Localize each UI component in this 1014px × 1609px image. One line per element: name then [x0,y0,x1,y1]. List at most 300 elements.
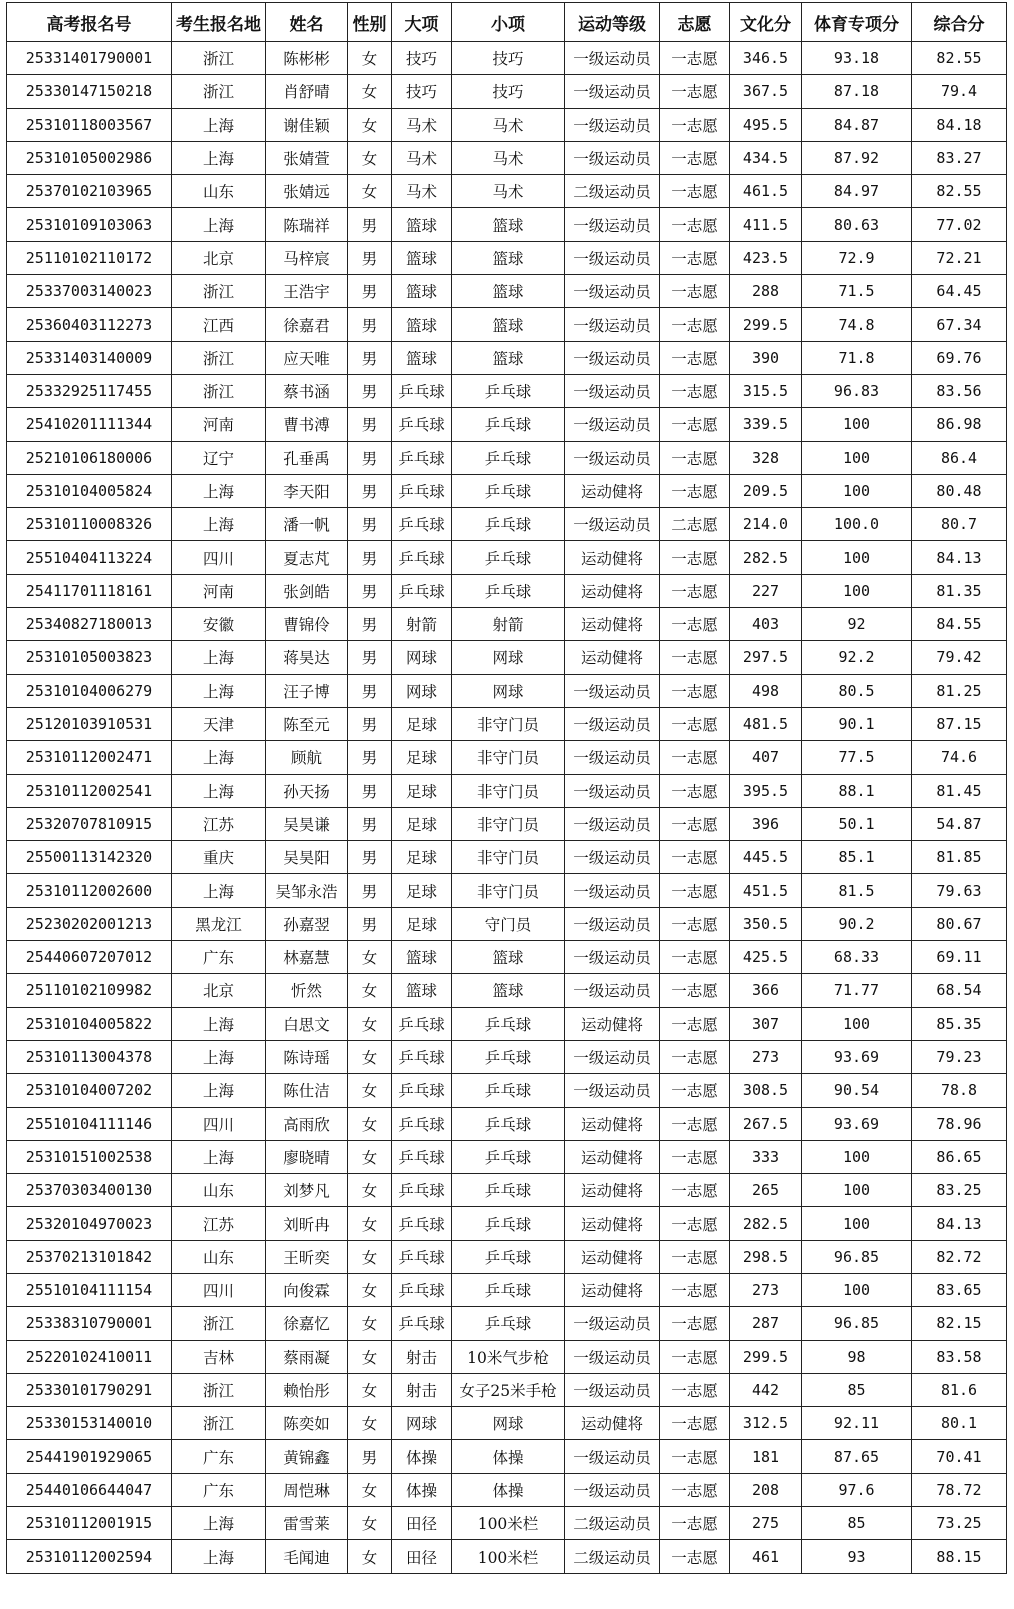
cell-level: 运动健将 [565,574,660,607]
cell-choice: 一志愿 [660,608,730,641]
cell-event: 乒乓球 [452,408,565,441]
cell-exam-id: 25310109103063 [7,208,172,241]
cell-event: 乒乓球 [452,374,565,407]
cell-event: 篮球 [452,941,565,974]
cell-exam-id: 25340827180013 [7,608,172,641]
cell-choice: 一志愿 [660,75,730,108]
cell-gender: 女 [348,42,392,75]
cell-level: 一级运动员 [565,1307,660,1340]
table-row [7,1074,1007,1107]
cell-level: 一级运动员 [565,341,660,374]
cell-sport: 篮球 [392,974,452,1007]
cell-exam-id: 25310104006279 [7,674,172,707]
cell-name: 徐嘉君 [266,308,348,341]
cell-event: 乒乓球 [452,441,565,474]
cell-gender: 女 [348,941,392,974]
cell-exam-id: 25310112002594 [7,1540,172,1573]
cell-level: 一级运动员 [565,1074,660,1107]
cell-exam-id: 25330153140010 [7,1407,172,1440]
cell-academic-score: 209.5 [730,474,802,507]
cell-choice: 一志愿 [660,1273,730,1306]
cell-sport: 乒乓球 [392,1040,452,1073]
cell-academic-score: 208 [730,1473,802,1506]
cell-total-score: 78.72 [912,1473,1007,1506]
cell-academic-score: 214.0 [730,508,802,541]
cell-name: 陈奕如 [266,1407,348,1440]
cell-region: 浙江 [172,275,266,308]
cell-gender: 女 [348,1507,392,1540]
table-row [7,874,1007,907]
cell-exam-id: 25230202001213 [7,907,172,940]
cell-region: 山东 [172,175,266,208]
cell-region: 重庆 [172,841,266,874]
cell-region: 辽宁 [172,441,266,474]
cell-total-score: 83.65 [912,1273,1007,1306]
cell-sport: 马术 [392,108,452,141]
cell-exam-id: 25440607207012 [7,941,172,974]
cell-name: 陈至元 [266,707,348,740]
cell-total-score: 54.87 [912,807,1007,840]
cell-gender: 男 [348,508,392,541]
cell-region: 北京 [172,974,266,1007]
cell-gender: 男 [348,841,392,874]
table-row [7,1174,1007,1207]
header-name: 姓名 [266,3,348,42]
cell-academic-score: 366 [730,974,802,1007]
cell-sport-score: 92.2 [802,641,912,674]
cell-event: 非守门员 [452,841,565,874]
cell-level: 运动健将 [565,1007,660,1040]
header-event: 小项 [452,3,565,42]
cell-name: 张婧远 [266,175,348,208]
cell-gender: 男 [348,608,392,641]
cell-total-score: 83.56 [912,374,1007,407]
cell-sport: 篮球 [392,941,452,974]
table-row [7,674,1007,707]
cell-region: 山东 [172,1174,266,1207]
cell-academic-score: 495.5 [730,108,802,141]
cell-total-score: 81.6 [912,1373,1007,1406]
cell-event: 网球 [452,641,565,674]
cell-region: 上海 [172,1074,266,1107]
cell-event: 非守门员 [452,807,565,840]
cell-choice: 一志愿 [660,1074,730,1107]
cell-region: 上海 [172,108,266,141]
cell-level: 运动健将 [565,1273,660,1306]
cell-academic-score: 390 [730,341,802,374]
cell-sport-score: 90.54 [802,1074,912,1107]
cell-level: 二级运动员 [565,1540,660,1573]
table-row [7,1240,1007,1273]
cell-sport: 篮球 [392,308,452,341]
cell-region: 浙江 [172,1373,266,1406]
cell-sport-score: 96.83 [802,374,912,407]
cell-total-score: 80.1 [912,1407,1007,1440]
cell-name: 马梓宸 [266,241,348,274]
table-row [7,574,1007,607]
cell-gender: 男 [348,408,392,441]
cell-choice: 一志愿 [660,341,730,374]
cell-region: 上海 [172,208,266,241]
cell-academic-score: 282.5 [730,1207,802,1240]
table-row [7,1507,1007,1540]
cell-exam-id: 25331401790001 [7,42,172,75]
cell-sport-score: 100 [802,1007,912,1040]
cell-total-score: 67.34 [912,308,1007,341]
table-row [7,1273,1007,1306]
cell-total-score: 86.4 [912,441,1007,474]
cell-choice: 一志愿 [660,1440,730,1473]
table-row [7,1040,1007,1073]
cell-name: 高雨欣 [266,1107,348,1140]
cell-sport: 体操 [392,1440,452,1473]
cell-choice: 一志愿 [660,907,730,940]
cell-academic-score: 288 [730,275,802,308]
cell-total-score: 80.48 [912,474,1007,507]
cell-level: 一级运动员 [565,874,660,907]
cell-sport-score: 72.9 [802,241,912,274]
header-row [7,3,1007,42]
table-row [7,1107,1007,1140]
cell-name: 曹锦伶 [266,608,348,641]
header-region: 考生报名地 [172,3,266,42]
cell-sport: 乒乓球 [392,1140,452,1173]
table-row [7,841,1007,874]
table-row [7,608,1007,641]
cell-gender: 女 [348,1473,392,1506]
cell-gender: 男 [348,241,392,274]
cell-event: 10米气步枪 [452,1340,565,1373]
cell-sport: 乒乓球 [392,508,452,541]
cell-event: 非守门员 [452,741,565,774]
table-row [7,474,1007,507]
cell-exam-id: 25370213101842 [7,1240,172,1273]
cell-sport: 田径 [392,1540,452,1573]
cell-event: 乒乓球 [452,1040,565,1073]
cell-event: 乒乓球 [452,1307,565,1340]
cell-level: 一级运动员 [565,974,660,1007]
cell-level: 一级运动员 [565,408,660,441]
cell-name: 徐嘉忆 [266,1307,348,1340]
cell-region: 上海 [172,1040,266,1073]
cell-exam-id: 25338310790001 [7,1307,172,1340]
cell-name: 孙嘉翌 [266,907,348,940]
cell-sport-score: 93 [802,1540,912,1573]
cell-event: 女子25米手枪 [452,1373,565,1406]
cell-sport-score: 80.63 [802,208,912,241]
cell-event: 技巧 [452,75,565,108]
cell-event: 篮球 [452,241,565,274]
cell-total-score: 82.55 [912,175,1007,208]
table-row [7,907,1007,940]
cell-sport-score: 81.5 [802,874,912,907]
cell-academic-score: 282.5 [730,541,802,574]
cell-exam-id: 25410201111344 [7,408,172,441]
cell-sport-score: 68.33 [802,941,912,974]
cell-sport: 乒乓球 [392,1307,452,1340]
cell-gender: 男 [348,674,392,707]
cell-choice: 一志愿 [660,241,730,274]
cell-exam-id: 25337003140023 [7,275,172,308]
cell-sport: 马术 [392,175,452,208]
cell-choice: 一志愿 [660,474,730,507]
cell-level: 运动健将 [565,641,660,674]
cell-name: 潘一帆 [266,508,348,541]
cell-event: 体操 [452,1473,565,1506]
cell-region: 四川 [172,541,266,574]
table-row [7,707,1007,740]
cell-academic-score: 367.5 [730,75,802,108]
cell-name: 陈彬彬 [266,42,348,75]
cell-event: 非守门员 [452,707,565,740]
cell-total-score: 86.65 [912,1140,1007,1173]
cell-academic-score: 267.5 [730,1107,802,1140]
cell-choice: 二志愿 [660,508,730,541]
cell-sport: 田径 [392,1507,452,1540]
cell-gender: 男 [348,1440,392,1473]
cell-level: 一级运动员 [565,1473,660,1506]
cell-region: 河南 [172,408,266,441]
cell-name: 黄锦鑫 [266,1440,348,1473]
cell-level: 一级运动员 [565,374,660,407]
cell-event: 篮球 [452,308,565,341]
cell-total-score: 86.98 [912,408,1007,441]
cell-region: 江苏 [172,1207,266,1240]
cell-event: 守门员 [452,907,565,940]
cell-level: 运动健将 [565,541,660,574]
cell-event: 篮球 [452,208,565,241]
header-level: 运动等级 [565,3,660,42]
cell-region: 黑龙江 [172,907,266,940]
cell-exam-id: 25330101790291 [7,1373,172,1406]
cell-sport: 乒乓球 [392,1174,452,1207]
cell-region: 江苏 [172,807,266,840]
table-row [7,974,1007,1007]
cell-level: 一级运动员 [565,941,660,974]
cell-event: 乒乓球 [452,474,565,507]
cell-sport: 网球 [392,674,452,707]
cell-sport: 乒乓球 [392,1207,452,1240]
table-row [7,208,1007,241]
cell-region: 上海 [172,141,266,174]
cell-sport-score: 71.8 [802,341,912,374]
admission-table [6,2,1007,1574]
cell-total-score: 78.8 [912,1074,1007,1107]
cell-level: 一级运动员 [565,841,660,874]
cell-sport: 乒乓球 [392,1074,452,1107]
cell-sport-score: 71.5 [802,275,912,308]
cell-gender: 男 [348,341,392,374]
cell-total-score: 77.02 [912,208,1007,241]
cell-gender: 女 [348,1540,392,1573]
table-row [7,807,1007,840]
cell-event: 乒乓球 [452,1240,565,1273]
cell-choice: 一志愿 [660,1473,730,1506]
cell-event: 乒乓球 [452,1007,565,1040]
cell-sport-score: 93.69 [802,1040,912,1073]
cell-exam-id: 25332925117455 [7,374,172,407]
cell-event: 马术 [452,108,565,141]
cell-name: 陈诗瑶 [266,1040,348,1073]
cell-total-score: 64.45 [912,275,1007,308]
cell-sport: 足球 [392,774,452,807]
cell-name: 蔡书涵 [266,374,348,407]
cell-total-score: 84.18 [912,108,1007,141]
cell-name: 李天阳 [266,474,348,507]
cell-sport-score: 100 [802,541,912,574]
cell-choice: 一志愿 [660,1140,730,1173]
cell-sport-score: 92.11 [802,1407,912,1440]
cell-choice: 一志愿 [660,941,730,974]
cell-total-score: 83.27 [912,141,1007,174]
cell-total-score: 80.7 [912,508,1007,541]
cell-event: 100米栏 [452,1507,565,1540]
cell-choice: 一志愿 [660,1373,730,1406]
cell-event: 网球 [452,1407,565,1440]
cell-level: 二级运动员 [565,1507,660,1540]
cell-gender: 男 [348,275,392,308]
cell-sport-score: 93.69 [802,1107,912,1140]
cell-exam-id: 25120103910531 [7,707,172,740]
cell-sport: 足球 [392,841,452,874]
cell-name: 孔垂禹 [266,441,348,474]
table-row [7,774,1007,807]
cell-sport: 乒乓球 [392,441,452,474]
cell-sport: 足球 [392,741,452,774]
cell-total-score: 80.67 [912,907,1007,940]
table-row [7,1373,1007,1406]
cell-region: 四川 [172,1273,266,1306]
cell-level: 二级运动员 [565,175,660,208]
cell-gender: 女 [348,1240,392,1273]
cell-region: 浙江 [172,1307,266,1340]
cell-sport: 射击 [392,1340,452,1373]
cell-sport-score: 85 [802,1373,912,1406]
cell-gender: 女 [348,1373,392,1406]
cell-sport-score: 77.5 [802,741,912,774]
cell-total-score: 81.45 [912,774,1007,807]
cell-name: 刘昕冉 [266,1207,348,1240]
cell-sport: 射击 [392,1373,452,1406]
cell-event: 乒乓球 [452,1207,565,1240]
cell-level: 一级运动员 [565,275,660,308]
cell-sport-score: 87.18 [802,75,912,108]
cell-level: 运动健将 [565,608,660,641]
cell-total-score: 73.25 [912,1507,1007,1540]
cell-choice: 一志愿 [660,541,730,574]
cell-sport: 篮球 [392,241,452,274]
cell-gender: 女 [348,1074,392,1107]
cell-total-score: 68.54 [912,974,1007,1007]
cell-level: 一级运动员 [565,508,660,541]
cell-exam-id: 25310113004378 [7,1040,172,1073]
cell-choice: 一志愿 [660,1307,730,1340]
cell-sport-score: 85 [802,1507,912,1540]
cell-region: 北京 [172,241,266,274]
cell-academic-score: 451.5 [730,874,802,907]
cell-gender: 女 [348,1273,392,1306]
cell-gender: 男 [348,807,392,840]
table-row [7,1007,1007,1040]
cell-exam-id: 25441901929065 [7,1440,172,1473]
table-row [7,1307,1007,1340]
cell-choice: 一志愿 [660,275,730,308]
cell-level: 一级运动员 [565,141,660,174]
cell-exam-id: 25220102410011 [7,1340,172,1373]
cell-gender: 女 [348,175,392,208]
cell-sport: 乒乓球 [392,1107,452,1140]
cell-region: 上海 [172,508,266,541]
cell-exam-id: 25310104007202 [7,1074,172,1107]
cell-event: 乒乓球 [452,1174,565,1207]
cell-sport-score: 87.65 [802,1440,912,1473]
cell-choice: 一志愿 [660,141,730,174]
cell-level: 运动健将 [565,1407,660,1440]
cell-academic-score: 407 [730,741,802,774]
cell-gender: 女 [348,1040,392,1073]
cell-total-score: 82.55 [912,42,1007,75]
cell-sport-score: 100 [802,1140,912,1173]
cell-sport-score: 84.87 [802,108,912,141]
cell-gender: 男 [348,874,392,907]
cell-choice: 一志愿 [660,641,730,674]
cell-exam-id: 25210106180006 [7,441,172,474]
table-row [7,741,1007,774]
cell-name: 夏志芃 [266,541,348,574]
cell-name: 汪子博 [266,674,348,707]
cell-exam-id: 25310104005822 [7,1007,172,1040]
cell-sport: 网球 [392,641,452,674]
cell-total-score: 70.41 [912,1440,1007,1473]
cell-region: 浙江 [172,75,266,108]
cell-event: 乒乓球 [452,1273,565,1306]
cell-academic-score: 498 [730,674,802,707]
cell-exam-id: 25370303400130 [7,1174,172,1207]
cell-level: 一级运动员 [565,674,660,707]
table-row [7,508,1007,541]
cell-sport-score: 50.1 [802,807,912,840]
cell-academic-score: 425.5 [730,941,802,974]
cell-choice: 一志愿 [660,175,730,208]
cell-region: 上海 [172,1507,266,1540]
cell-exam-id: 25110102110172 [7,241,172,274]
cell-academic-score: 273 [730,1273,802,1306]
cell-exam-id: 25310105003823 [7,641,172,674]
cell-gender: 男 [348,574,392,607]
table-row [7,374,1007,407]
cell-total-score: 85.35 [912,1007,1007,1040]
cell-level: 一级运动员 [565,1440,660,1473]
cell-sport: 射箭 [392,608,452,641]
cell-total-score: 84.13 [912,541,1007,574]
cell-total-score: 83.25 [912,1174,1007,1207]
cell-choice: 一志愿 [660,374,730,407]
cell-exam-id: 25310104005824 [7,474,172,507]
cell-event: 篮球 [452,275,565,308]
cell-name: 廖晓晴 [266,1140,348,1173]
cell-name: 吴邹永浩 [266,874,348,907]
cell-gender: 男 [348,641,392,674]
table-row [7,341,1007,374]
cell-choice: 一志愿 [660,1007,730,1040]
cell-gender: 男 [348,774,392,807]
cell-region: 吉林 [172,1340,266,1373]
cell-academic-score: 461.5 [730,175,802,208]
cell-exam-id: 25510104111154 [7,1273,172,1306]
cell-academic-score: 227 [730,574,802,607]
cell-sport-score: 100 [802,1174,912,1207]
cell-name: 向俊霖 [266,1273,348,1306]
